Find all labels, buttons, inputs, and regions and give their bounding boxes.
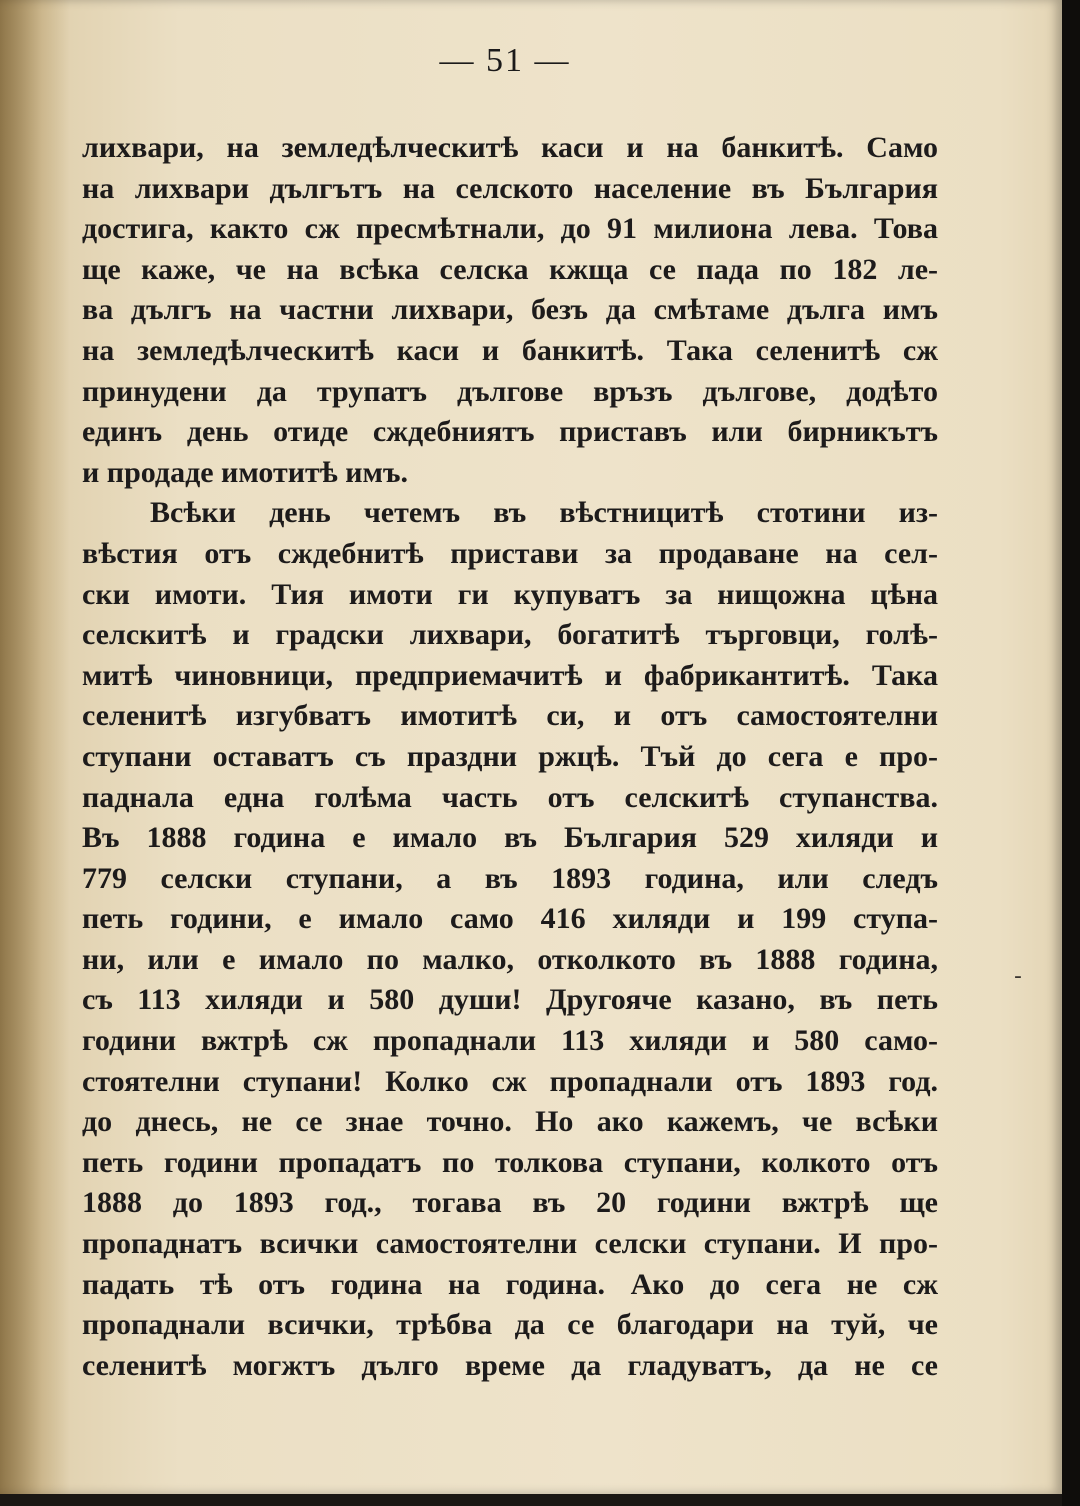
text-line: лихвари, на земледѣлческитѣ каси и на банкитѣ. Само xyxy=(82,131,938,164)
text-line: години вжтрѣ сж пропаднали 113 хиляди и 580 само- xyxy=(82,1024,938,1058)
text-line: ни, или е имало по малко, отколкото въ 1888 година, xyxy=(82,942,938,976)
text-line: селенитѣ изгубватъ имотитѣ си, и отъ самостоятелни xyxy=(82,699,938,733)
text-line: единъ день отиде сждебниятъ приставъ или бирникътъ xyxy=(82,415,938,449)
page-edge-background xyxy=(1062,0,1080,1506)
text-line: пропаднатъ всички самостоятелни селски ступани. И про- xyxy=(82,1227,938,1261)
text-line: митѣ чиновници, предприемачитѣ и фабрикантитѣ. Така xyxy=(82,658,938,692)
text-line: ва дългъ на частни лихвари, безъ да смѣтаме дълга имъ xyxy=(82,293,938,327)
text-line: Въ 1888 година е имало въ България 529 хиляди и xyxy=(82,821,938,855)
text-line: достига, както сж пресмѣтнали, до 91 милиона лева. Това xyxy=(82,212,938,246)
text-line: петь години пропадатъ по толкова ступани, колкото отъ xyxy=(82,1145,938,1179)
text-line: съ 113 хиляди и 580 души! Другояче казано, въ петь xyxy=(82,983,938,1017)
text-line: и продаде имотитѣ имъ. xyxy=(82,455,408,489)
text-line: Всѣки день четемъ въ вѣстницитѣ стотини из- xyxy=(150,496,938,530)
body-text xyxy=(82,128,938,1386)
text-line: паднала една голѣма часть отъ селскитѣ ступанства. xyxy=(82,780,938,814)
text-line: 1888 до 1893 год., тогава въ 20 години вжтрѣ ще xyxy=(82,1186,938,1220)
page-number: — 51 — xyxy=(439,42,571,79)
text-line: на земледѣлческитѣ каси и банкитѣ. Така селенитѣ сж xyxy=(82,333,938,367)
text-line: петь години, е имало само 416 хиляди и 199 ступа- xyxy=(82,902,938,936)
text-line: селскитѣ и градски лихвари, богатитѣ търговци, голѣ- xyxy=(82,618,938,652)
text-line: на лихвари дългътъ на селското население въ България xyxy=(82,171,938,205)
page-spine-shadow xyxy=(0,0,70,1494)
text-line: стоятелни ступани! Колко сж пропаднали отъ 1893 год. xyxy=(82,1064,938,1098)
text-line: селенитѣ могжтъ дълго време да гладуватъ, да не се xyxy=(82,1348,938,1382)
text-line: принудени да трупатъ дългове връзъ дългове, додѣто xyxy=(82,374,938,408)
text-line: до днесь, не се знае точно. Но ако кажемъ, че всѣки xyxy=(82,1105,938,1139)
text-line: ступани оставатъ съ праздни ржцѣ. Тъй до сега е про- xyxy=(82,739,938,773)
text-line: падать тѣ отъ година на година. Ако до сега не сж xyxy=(82,1267,938,1301)
text-line: пропаднали всички, трѣбва да се благодари на туй, че xyxy=(82,1308,938,1342)
text-line: ски имоти. Тия имоти ги купуватъ за нищожна цѣна xyxy=(82,577,938,611)
text-line: вѣстия отъ сждебнитѣ пристави за продаване на сел- xyxy=(82,536,938,570)
text-line: ще каже, че на всѣка селска кжща се пада по 182 ле- xyxy=(82,252,938,286)
text-line: 779 селски ступани, а въ 1893 година, или следъ xyxy=(82,861,938,895)
margin-mark: - xyxy=(1014,964,1022,989)
